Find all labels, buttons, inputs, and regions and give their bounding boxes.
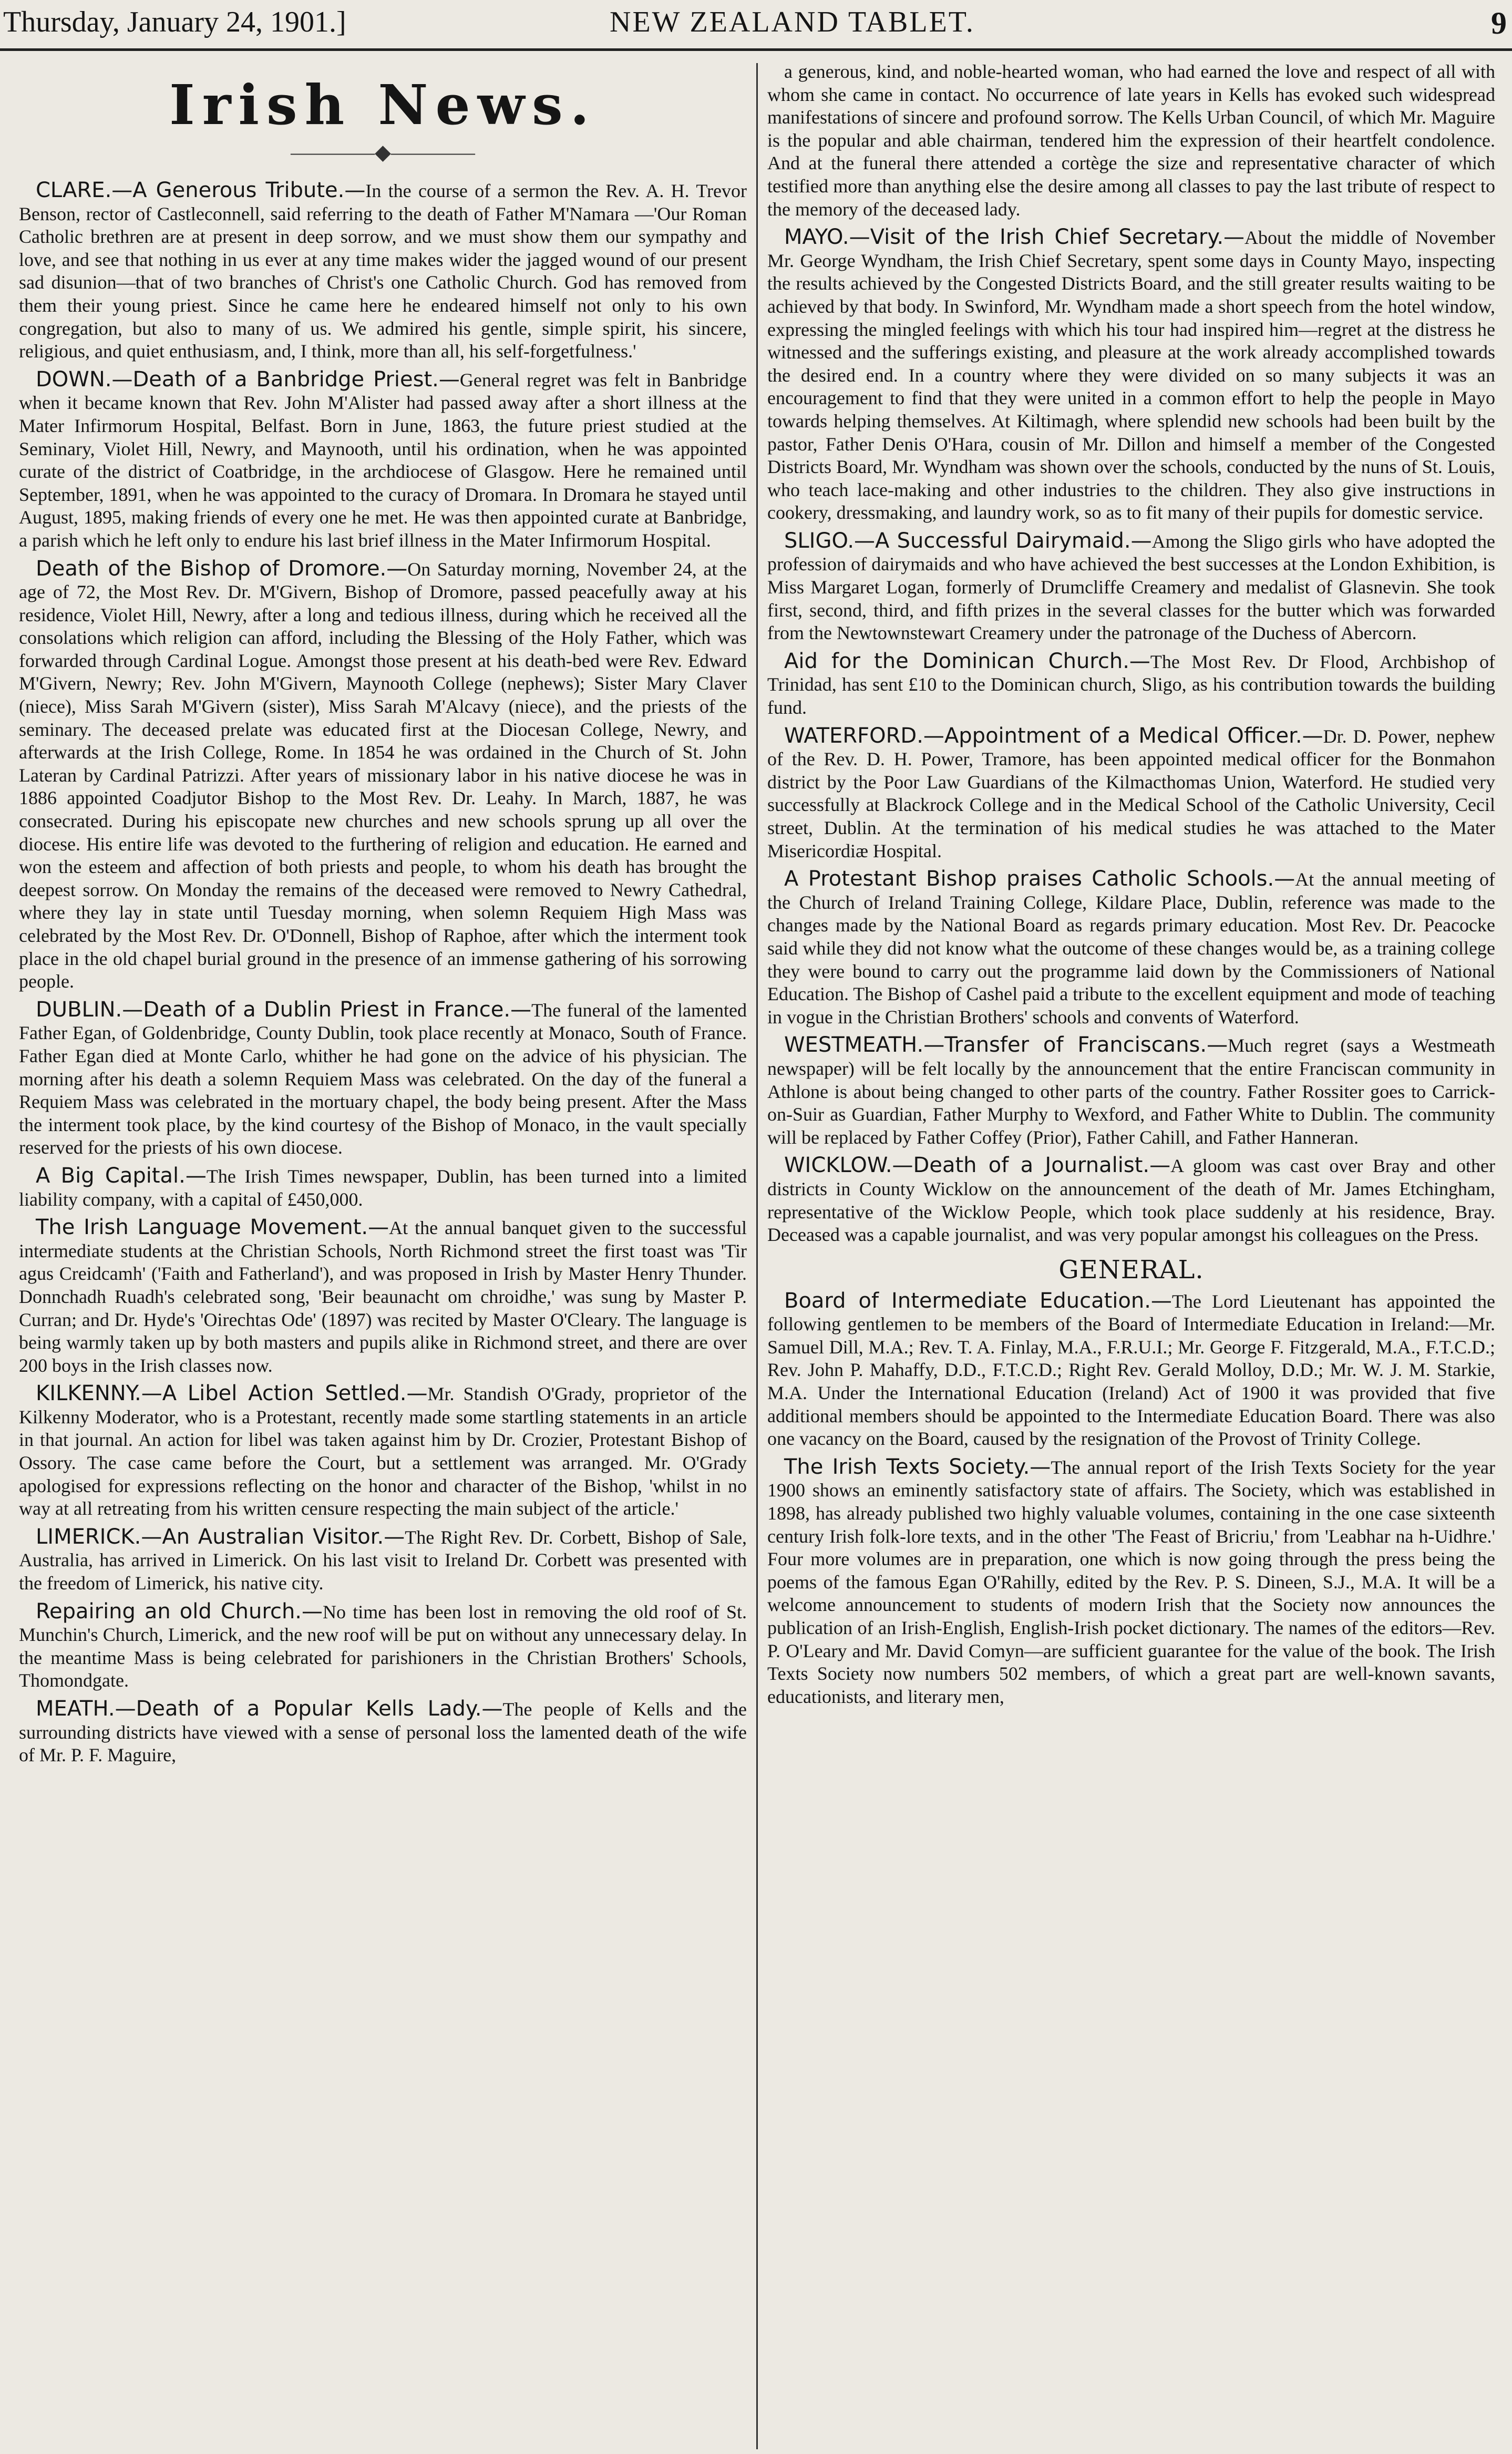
article-body: At the annual meeting of the Church of Ireland Training College, Kildare Place, Dublin, reference was made to the changes made by the National Board as regards primary education. Most Rev. Dr. Peacocke said while they did not know what the outcome of these changes would be, as a training college they were bound to carry out the programme laid down by the Commissioners of National Education. The Bishop of Cashel paid a tribute to the excellent equipment and mode of teaching in vogue in the Christian Brothers' schools and convents of Waterford.: [767, 869, 1495, 1028]
article-headline: Aid for the Dominican Church.—: [784, 649, 1150, 673]
article: [767, 1034, 1495, 1149]
article: [767, 1456, 1495, 1709]
article-body: Mr. Standish O'Grady, proprietor of the Kilkenny Moderator, who is a Protestant, recently made some startling statements in an article in that journal. An action for libel was taken against him by Dr. Crozier, Protestant Bishop of Ossory. The case came before the Court, but a settlement was arranged. Mr. O'Grady apologised for expressions reflecting on the honor and character of the Bishop, 'whilst in no way at all retreating from his written censure respecting the main subject of the article.': [19, 1383, 747, 1519]
article-body: The Lord Lieutenant has appointed the following gentlemen to be members of the Board of Intermediate Education in Ireland:—Mr. Samuel Dill, M.A.; Rev. T. A. Finlay, M.A., F.R.U.I.; Mr. George F. Fitzgerald, M.A., F.T.C.D.; Rev. John P. Mahaffy, D.D., F.T.C.D.; Right Rev. Gerald Molloy, D.D.; Mr. W. J. M. Starkie, M.A. Under the International Education (Ireland) Act of 1900 it was provided that five additional members should be appointed to the Intermediate Education Board. There was also one vacancy on the Board, caused by the resignation of the Provost of Trinity College.: [767, 1290, 1495, 1450]
article: [767, 868, 1495, 1029]
article: [19, 1698, 747, 1767]
page-header: [0, 0, 1512, 51]
article-body: On Saturday morning, November 24, at the age of 72, the Most Rev. Dr. M'Givern, Bishop of Dromore, passed peacefully away at his residence, Violet Hill, Newry, after a long and tedious illness, during which he received all the consolations which religion can afford, including the Blessing of the Holy Father, which was forwarded through Cardinal Logue. Amongst those present at his death-bed were Rev. Edward M'Givern, Newry; Rev. John M'Givern, Maynooth College (nephews); Sister Mary Claver (niece), Miss Sarah M'Givern (sister), Miss Sarah M'Alcavy (niece), and the priests of the seminary. The deceased prelate was educated first at the Diocesan College, Newry, and afterwards at the Irish College, Rome. In 1854 he was ordained in the Church of St. John Lateran by Cardinal Patrizzi. After years of missionary labor in his native diocese he was in 1886 appointed Coadjutor Bishop to the Most Rev. Dr. Leahy. In March, 1887, he was consecrated. During his episcopate new churches and new schools sprung up all over the diocese. His entire life was devoted to the furthering of religion and education. He earned and won the esteem and affection of both priests and people, to whom his death has brought the deepest sorrow. On Monday the remains of the deceased were removed to Newry Cathedral, where they lay in state until Tuesday morning, when solemn Requiem High Mass was celebrated by the Most Rev. Dr. O'Donnell, Bishop of Raphoe, after which the interment took place in the old chapel burial ground in the presence of an immense gathering of his sorrowing people.: [19, 558, 747, 992]
article-headline: The Irish Language Movement.—: [36, 1215, 389, 1240]
article-headline: LIMERICK.—An Australian Visitor.—: [36, 1524, 405, 1549]
article-body: At the annual banquet given to the successful intermediate students at the Christian Schools, North Richmond street the first toast was 'Tir agus Creidcamh' ('Faith and Fatherland'), and was proposed in Irish by Master Henry Thunder. Donnchadh Ruadh's celebrated song, 'Beir beaunacht om chroidhe,' was sung by Master P. Curran; and Dr. Hyde's 'Oirechtas Ode' (1897) was recited by Master O'Cleary. The language is being warmly taken up by both masters and pupils alike in Richmond street, and there are over 200 boys in the Irish classes now.: [19, 1217, 747, 1376]
article-body: The people of Kells and the surrounding districts have viewed with a sense of personal loss the lamented death of the wife of Mr. P. F. Maguire,: [19, 1699, 747, 1766]
article-body: About the middle of November Mr. George Wyndham, the Irish Chief Secretary, spent some days in County Mayo, inspecting the results achieved by the Congested Districts Board, and the still greater results waiting to be achieved by that body. In Swinford, Mr. Wyndham made a short speech from the hotel window, expressing the mingled feelings with which his tour had inspired him—regret at the distress he witnessed and the sufferings existing, and pleasure at the work already accomplished towards the desired end. In a country where they were divided on so many subjects it was an encouragement to find that they were united in a common effort to help the people in Mayo towards helping themselves. At Kiltimagh, where splendid new schools had been built by the pastor, Father Denis O'Hara, cousin of Mr. Dillon and himself a member of the Congested Districts Board, Mr. Wyndham was shown over the schools, conducted by the nuns of St. Louis, who teach lace-making and other industries to the children. They also give instructions in cookery, dressmaking, and laundry work, so as to fit many of their pupils for domestic service.: [767, 227, 1495, 523]
column-divider: [756, 63, 758, 2449]
article-body: Among the Sligo girls who have adopted the profession of dairymaids and who have achieved the best successes at the London Exhibition, is Miss Margaret Logan, formerly of Drumcliffe Creamery and medalist of Glasnevin. She took first, second, third, and fifth prizes in the several classes for the butter which was forwarded from the Newtownstewart Creamery under the patronage of the Duchess of Abercorn.: [767, 530, 1495, 644]
general-article-list: [767, 1290, 1495, 1709]
article: [19, 1382, 747, 1521]
article-body: The Irish Times newspaper, Dublin, has been turned into a limited liability company, with a capital of £450,000.: [19, 1165, 747, 1210]
left-article-list: [19, 179, 747, 1767]
article-headline: KILKENNY.—A Libel Action Settled.—: [36, 1381, 428, 1406]
article-headline: SLIGO.—A Successful Dairymaid.—: [784, 528, 1152, 553]
article-body: In the course of a sermon the Rev. A. H. Trevor Benson, rector of Castleconnell, said referring to the death of Father M'Namara —'Our Roman Catholic brethren are at present in deep sorrow, and we must show them our sympathy and love, and see that nothing in us ever at any time makes wider the jagged wound of our present sad disunion—that of two branches of Christ's one Catholic Church. God has removed from them their young priest. Since he came here he endeared himself not only to his own congregation, but also to many of us. We admired his gentle, simple spirit, his sincere, religious, and quiet enthusiasm, and, I think, more than all, his self-forgetfulness.': [19, 180, 747, 362]
article: [19, 1600, 747, 1692]
article-headline: MAYO.—Visit of the Irish Chief Secretary.—: [784, 225, 1245, 250]
article-body: Much regret (says a Westmeath newspaper) will be felt locally by the announcement that the entire Franciscan community in Athlone is about being changed to other parts of the country. Father Rossiter goes to Carrick-on-Suir as Guardian, Father Murphy to Wexford, and Father White to Dublin. The community will be replaced by Father Coffey (Prior), Father Cahill, and Father Hanneran.: [767, 1035, 1495, 1148]
article-headline: CLARE.—A Generous Tribute.—: [36, 178, 366, 202]
general-section-title: GENERAL.: [1058, 1255, 1204, 1285]
article: [767, 725, 1495, 863]
left-column: [19, 60, 747, 2452]
article-headline: WESTMEATH.—Transfer of Franciscans.—: [784, 1033, 1228, 1057]
article: [19, 558, 747, 993]
header-date: Thursday, January 24, 1901.]: [3, 6, 346, 38]
article-continuation: a generous, kind, and noble-hearted woman, who had earned the love and respect of all with whom she came in contact. No occurrence of late years in Kells has evoked such widespread manifestations of sincere and profound sorrow. The Kells Urban Council, of which Mr. Maguire is the popular and able chairman, tendered him the expression of their heartfelt condolence. And at the funeral there attended a cortège the size and representative character of which testified more than anything else the desire among all classes to pay the last tribute of respect to the memory of the deceased lady.: [767, 61, 1495, 220]
article: [19, 368, 747, 552]
article: [19, 999, 747, 1159]
article-headline: Repairing an old Church.—: [36, 1599, 323, 1624]
article-body: The Most Rev. Dr Flood, Archbishop of Trinidad, has sent £10 to the Dominican church, Sligo, as his contribution towards the building fund.: [767, 651, 1495, 718]
article-body: The funeral of the lamented Father Egan, of Goldenbridge, County Dublin, took place recently at Monaco, South of France. Father Egan died at Monte Carlo, whither he had gone on the advice of his physician. The morning after his death a solemn Requiem Mass was celebrated. On the day of the funeral a Requiem Mass was celebrated in the mortuary chapel, the body being present. After the Mass the interment took place, by the kind courtesy of the Bishop of Monaco, in the vault specially reserved for the priests of his own diocese.: [19, 999, 747, 1158]
article: [767, 1290, 1495, 1451]
article-headline: Board of Intermediate Education.—: [784, 1288, 1172, 1313]
header-title: NEW ZEALAND TABLET.: [610, 6, 975, 38]
article-headline: WICKLOW.—Death of a Journalist.—: [784, 1153, 1171, 1178]
article-headline: DOWN.—Death of a Banbridge Priest.—: [36, 367, 460, 392]
article-headline: WATERFORD.—Appointment of a Medical Officer.—: [784, 723, 1323, 748]
section-masthead: Irish News.: [169, 73, 596, 137]
article-body: The Right Rev. Dr. Corbett, Bishop of Sale, Australia, has arrived in Limerick. On his last visit to Ireland Dr. Corbett was presented with the freedom of Limerick, his native city.: [19, 1526, 747, 1594]
page-number: 9: [1491, 6, 1507, 40]
right-article-list: [767, 226, 1495, 1247]
masthead-ornament: ————◆————: [291, 140, 475, 164]
article-headline: Death of the Bishop of Dromore.—: [36, 556, 408, 581]
article: [767, 226, 1495, 525]
article-body: A gloom was cast over Bray and other districts in County Wicklow on the announcement of the death of Mr. James Etchingham, representative of the Wicklow People, which took place suddenly at his residence, Bray. Deceased was a capable journalist, and was very popular amongst his colleagues on the Press.: [767, 1155, 1495, 1246]
article: [19, 1216, 747, 1377]
article-headline: DUBLIN.—Death of a Dublin Priest in France.—: [36, 997, 532, 1022]
article-headline: A Big Capital.—: [36, 1163, 207, 1188]
article-body: The annual report of the Irish Texts Society for the year 1900 shows an eminently satisfactory state of affairs. The Society, which was established in 1898, has already published two highly valuable volumes, containing in the one case sixteenth century Irish folk-lore texts, and in the other 'The Feast of Bricriu,' from 'Leabhar na h-Uidhre.' Four more volumes are in preparation, one which is now going through the press being the poems of the famous Egan O'Rahilly, edited by the Rev. P. S. Dineen, S.J., M.A. It will be a welcome announcement to students of modern Irish that the Society now announces the publication of an Irish-English, English-Irish pocket dictionary. The names of the editors—Rev. P. O'Leary and Mr. David Comyn—are sufficient guarantee for the value of the book. The Irish Texts Society now numbers 502 members, of which a great part are well-known savants, educationists, and literary men,: [767, 1456, 1495, 1707]
article-headline: The Irish Texts Society.—: [784, 1454, 1051, 1479]
article: [19, 179, 747, 363]
article: [767, 650, 1495, 720]
article: [767, 530, 1495, 645]
article: [767, 1154, 1495, 1246]
article: [19, 1526, 747, 1595]
article: [19, 1165, 747, 1211]
article-body: General regret was felt in Banbridge when it became known that Rev. John M'Alister had passed away after a short illness at the Mater Infirmorum Hospital, Belfast. Born in June, 1863, the future priest studied at the Seminary, Violet Hill, Newry, and Maynooth, until his ordination, when he was appointed curate of the district of Coatbridge, in the archdiocese of Glasgow. Here he remained until September, 1891, when he was appointed to the curacy of Dromara. In Dromara he stayed until August, 1895, making friends of every one he met. He was then appointed curate at Banbridge, a parish which he left only to endure his last brief illness in the Mater Infirmorum Hospital.: [19, 369, 747, 551]
article-body: Dr. D. Power, nephew of the Rev. D. H. Power, Tramore, has been appointed medical officer for the Bonmahon district by the Poor Law Guardians of the Kilmacthomas Union, Waterford. He studied very successfully at Blackrock College and in the Medical School of the Catholic University, Cecil street, Dublin. At the termination of his medical studies he was attached to the Mater Misericordiæ Hospital.: [767, 725, 1495, 861]
article-headline: A Protestant Bishop praises Catholic Schools.—: [784, 867, 1295, 891]
article-headline: MEATH.—Death of a Popular Kells Lady.—: [36, 1697, 503, 1721]
article-body: No time has been lost in removing the old roof of St. Munchin's Church, Limerick, and the new roof will be put on without any unnecessary delay. In the meantime Mass is being celebrated for parishioners in the Christian Brothers' Schools, Thomondgate.: [19, 1601, 747, 1691]
right-column: [767, 60, 1495, 2452]
